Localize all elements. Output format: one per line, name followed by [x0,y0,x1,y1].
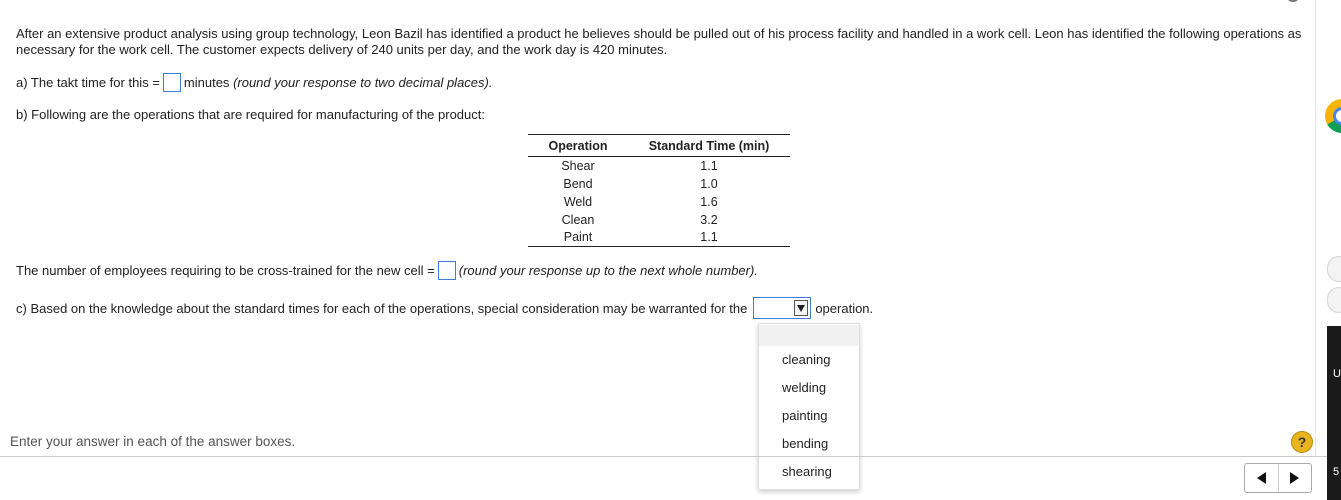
operation-dropdown-menu [758,323,860,490]
footer-instruction: Enter your answer in each of the answer boxes. [10,434,296,449]
employees-input[interactable] [438,261,456,280]
table-header-operation: Operation [528,135,628,157]
operations-table [528,134,790,247]
side-digit: 5 [1333,466,1340,478]
part-c-suffix: operation. [815,300,874,316]
time-cell: 1.6 [700,194,718,209]
triangle-left-icon [1257,472,1266,484]
dropdown-option-blank[interactable] [759,325,859,346]
settings-icon[interactable] [1286,0,1300,2]
problem-intro: After an extensive product analysis using group technology, Leon Bazil has identified a product he believes should be pulled out of his process facility and handled in a work cell. Leon has identified the following operations as necessary for the work cell. The customer expects delivery of 240 units per day, and the work day is 420 minutes. [16,26,1302,57]
part-b-text: b) Following are the operations that are required for manufacturing of the product: [16,107,485,122]
next-button[interactable] [1279,464,1312,492]
table-row [528,157,790,175]
part-a-prefix: a) The takt time for this = [16,75,160,90]
dropdown-option[interactable]: cleaning [782,352,831,367]
operation-cell: Bend [563,176,593,191]
chevron-down-icon[interactable] [794,300,808,316]
employees-line [16,261,758,280]
time-cell: 1.1 [628,229,790,247]
triangle-right-icon [1290,472,1299,484]
time-cell: 3.2 [700,212,718,227]
dropdown-option[interactable]: welding [782,380,827,395]
table-row [528,175,790,193]
question-navigation [1244,463,1312,493]
part-a-line [16,73,492,92]
operation-cell: Weld [563,194,593,209]
footer-divider [0,456,1341,457]
time-cell: 1.0 [700,176,718,191]
operation-cell: Shear [561,158,595,173]
table-row [528,229,790,247]
employees-prefix: The number of employees requiring to be cross-trained for the new cell = [16,263,435,278]
table-row [528,211,790,229]
dropdown-option[interactable]: bending [782,436,829,451]
help-icon[interactable]: ? [1291,431,1313,453]
operation-select[interactable] [753,297,811,319]
prev-button[interactable] [1245,464,1279,492]
part-a-suffix: minutes [183,75,230,90]
part-c-line [16,297,873,319]
operation-cell: Paint [528,229,628,247]
operation-cell: Clean [561,212,595,227]
employees-hint: (round your response up to the next whole number). [458,263,758,278]
table-row [528,193,790,211]
part-c-prefix: c) Based on the knowledge about the standard times for each of the operations, special consideration may be warranted for the [16,300,748,316]
dropdown-option[interactable]: shearing [782,464,832,479]
dropdown-option[interactable]: painting [782,408,828,423]
takt-time-input[interactable] [163,73,181,92]
side-dark-panel [1327,326,1341,500]
table-header-time: Standard Time (min) [628,135,790,157]
part-a-hint: (round your response to two decimal places). [233,75,493,90]
time-cell: 1.1 [700,158,718,173]
side-letter: U [1333,368,1341,380]
